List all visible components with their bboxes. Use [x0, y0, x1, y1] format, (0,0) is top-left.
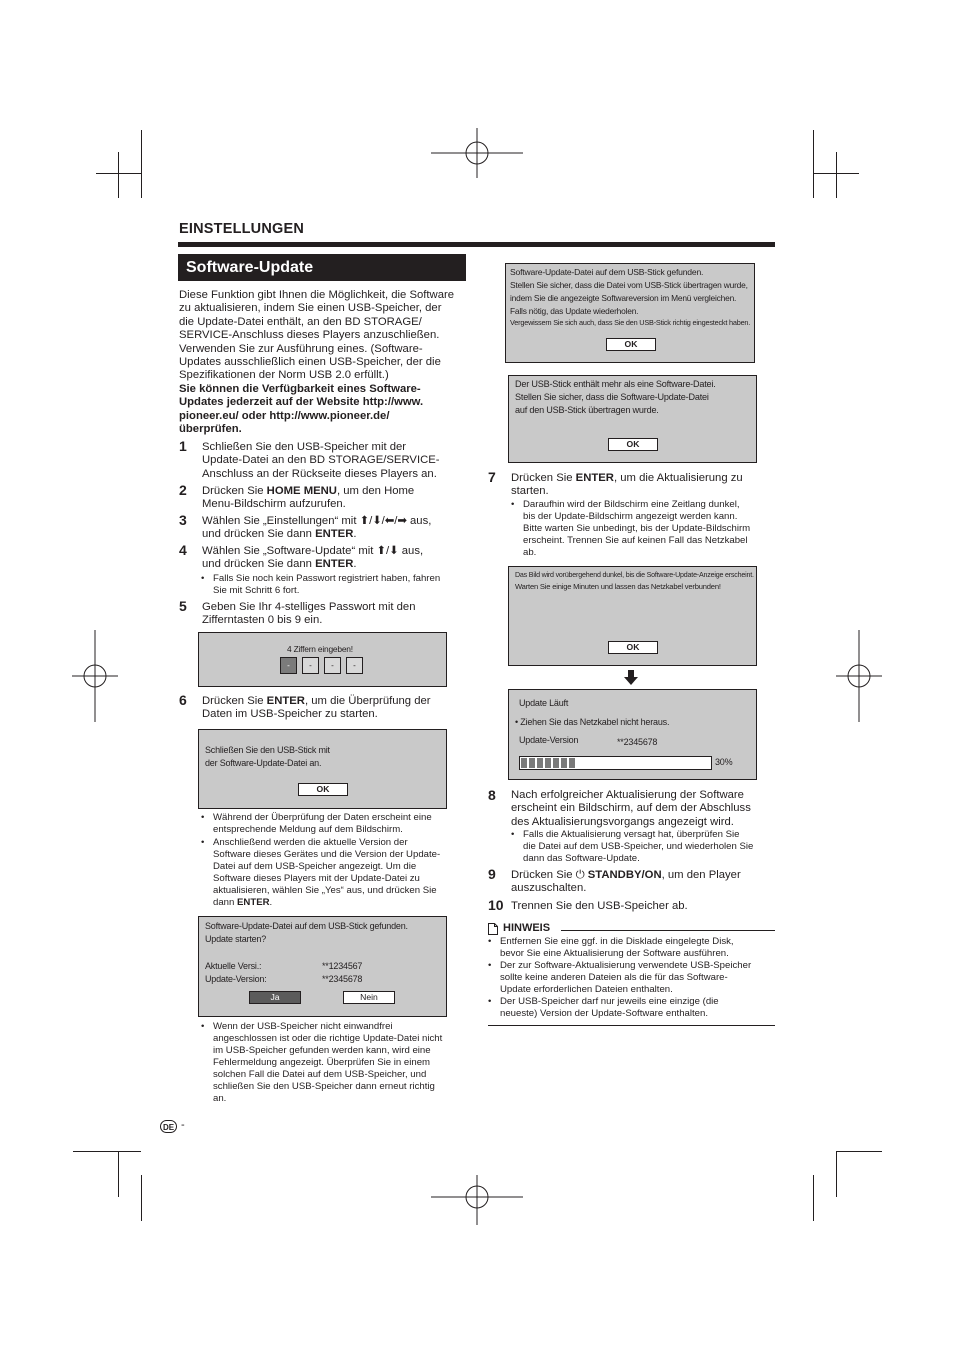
note-line: Update erforderlichen Dateien enthalten. — [500, 984, 673, 995]
intro-paragraph — [179, 289, 469, 436]
bullet-line: Daraufhin wird der Bildschirm eine Zeitlang dunkel, — [523, 499, 740, 510]
bullet-line: Fehlermeldung angezeigt. Überprüfen Sie in einem — [213, 1057, 431, 1068]
update-progress-screen — [508, 689, 757, 780]
update-progress-bar — [519, 756, 712, 770]
update-version-label: Update-Version: — [205, 974, 267, 984]
note-bullet-1: • Entfernen Sie eine ggf. in die Disklade eingelegte Disk, bevor Sie eine Aktualisierung der Software ausführen. — [488, 936, 734, 959]
update-start-question: Update starten? — [205, 934, 267, 944]
password-digit[interactable]: - — [302, 657, 319, 674]
step-line: des Aktualisierungsvorgangs angezeigt wird. — [511, 815, 734, 828]
step-text: Drücken Sie — [511, 472, 576, 484]
step-text: , um die Überprüfung der — [304, 695, 431, 707]
step-line: starten. — [511, 485, 549, 498]
note-icon — [488, 923, 498, 935]
bullet-text: . — [269, 897, 273, 908]
enter-key: ENTER — [315, 528, 354, 541]
note-line: Der zur Software-Aktualisierung verwendete USB-Speicher — [500, 960, 752, 971]
unplug-warning: • Ziehen Sie das Netzkabel nicht heraus. — [515, 717, 670, 727]
step-text: . — [353, 558, 357, 571]
step-line: Zifferntasten 0 bis 9 ein. — [202, 614, 323, 627]
power-icon: ⏻ — [575, 869, 585, 881]
ok-button[interactable]: OK — [608, 641, 658, 654]
registration-mark-left-icon — [72, 630, 118, 722]
bullet-line: Bitte warten Sie unbedingt, bis der Update-Bildschirm — [523, 523, 751, 534]
section-header: EINSTELLUNGEN — [179, 221, 305, 237]
bullet-line: Anschließend werden die aktuelle Version der — [213, 837, 408, 848]
registration-mark-bottom-icon — [431, 1175, 523, 1225]
password-digit[interactable]: - — [280, 657, 297, 674]
bullet-line: Software dieses Gerätes und die Version der Update- — [213, 849, 441, 860]
progress-segment — [521, 758, 527, 768]
message-line: Warten Sie einige Minuten und lassen das Netzkabel verbunden! — [515, 582, 721, 591]
bullet-line: im USB-Speicher gefunden werden kann, wird eine — [213, 1045, 431, 1056]
step-4-bullet: • Falls Sie noch kein Passwort registriert haben, fahren Sie mit Schritt 6 fort. — [201, 573, 441, 596]
screen-dark-notice — [508, 566, 757, 666]
note-line: neueste) Version der Update-Software enthalten. — [500, 1008, 708, 1019]
step-4-text — [202, 545, 423, 572]
bullet-line: Falls Sie noch kein Passwort registriert haben, fahren — [213, 573, 441, 584]
language-badge: DE — [160, 1120, 177, 1133]
note-title: HINWEIS — [503, 922, 551, 934]
bullet-line: an. — [213, 1093, 227, 1104]
step-6-bullet-2: • Anschließend werden die aktuelle Version der Software dieses Gerätes und die Version der Update- Datei auf dem USB-Speicher angezeigt. Um die Software dieses Players mit der Update-Datei zu aktualisieren, wählen Sie „Yes“ aus, und drücken Sie dann ENTER. — [201, 837, 441, 908]
page-title: Software-Update — [178, 254, 466, 281]
step-number: 1 — [179, 438, 187, 454]
note-bullet-3: • Der USB-Speicher darf nur jeweils eine einzige (die neueste) Version der Update-Software enthalten. — [488, 996, 719, 1019]
step-line: Nach erfolgreicher Aktualisierung der Software — [511, 789, 744, 801]
step-6-bullet-3: • Wenn der USB-Speicher nicht einwandfrei angeschlossen ist oder die richtige Update-Datei nicht im USB-Speicher gefunden werden kann, wird eine Fehlermeldung angezeigt. Überprüfen Sie in einem solchen Fall die Datei auf dem USB-Speicher, und schließen Sie den USB-Speicher dann erneut richtig an. — [201, 1021, 443, 1104]
header-rule — [178, 242, 775, 247]
bullet-line: schließen Sie den USB-Speicher dann erneut richtig — [213, 1081, 435, 1092]
step-line: Update-Datei an den BD STORAGE/SERVICE- — [202, 454, 440, 467]
progress-segment — [529, 758, 535, 768]
step-number: 3 — [179, 512, 187, 528]
bullet-line: Während der Überprüfung der Daten erscheint eine — [213, 812, 432, 823]
intro-line: Updates ausschließlich einen USB-Speicher, der die — [179, 356, 441, 369]
step-line: erscheint ein Bildschirm, auf dem der Abschluss — [511, 802, 751, 815]
bullet-line: dann das Software-Update. — [523, 853, 640, 864]
step-number: 6 — [179, 692, 187, 708]
page-number: - — [181, 1119, 185, 1131]
yes-button[interactable]: Ja — [249, 991, 301, 1004]
bullet-line: aktualisieren, wählen Sie „Yes“ aus, und drücken Sie — [213, 885, 437, 896]
intro-line: Diese Funktion gibt Ihnen die Möglichkeit, die Software — [179, 289, 455, 301]
step-text: Drücken Sie — [202, 485, 267, 497]
step-number: 5 — [179, 598, 187, 614]
message-line: Software-Update-Datei auf dem USB-Stick gefunden. — [510, 267, 704, 277]
message-line: Das Bild wird vorübergehend dunkel, bis die Software-Update-Anzeige erscheint. — [515, 571, 754, 579]
step-number: 7 — [488, 469, 496, 485]
website-note-line: pioneer.eu/ oder http://www.pioneer.de/ — [179, 409, 390, 422]
note-line: Der USB-Speicher darf nur jeweils eine einzige (die — [500, 996, 719, 1007]
step-7-bullet: • Daraufhin wird der Bildschirm eine Zeitlang dunkel, bis der Update-Bildschirm angezeigt werden kann. Bitte warten Sie unbedingt, bis der Update-Bildschirm erscheint. Trennen Sie auf keinen Fall das Netzkabel ab. — [511, 499, 751, 558]
bullet-line: Datei auf dem USB-Speicher angezeigt. Um die — [213, 861, 417, 872]
step-line: Wählen Sie „Einstellungen“ mit ⬆/⬇/⬅/➡ aus, — [202, 515, 432, 527]
step-number: 2 — [179, 482, 187, 498]
step-8-text — [511, 789, 751, 829]
step-6-bullet-1: • Während der Überprüfung der Daten erscheint eine entsprechende Meldung auf dem Bildschirm. — [201, 812, 432, 835]
update-version-label: Update-Version — [519, 735, 579, 745]
update-version-value: **2345678 — [322, 974, 363, 984]
message-line: Der USB-Stick enthält mehr als eine Software-Datei. — [515, 379, 716, 389]
step-9-text — [511, 869, 741, 896]
bullet-line: angeschlossen ist oder die richtige Update-Datei nicht — [213, 1033, 443, 1044]
found-message: Software-Update-Datei auf dem USB-Stick gefunden. — [205, 921, 408, 931]
current-version-value: **1234567 — [322, 961, 363, 971]
note-rule — [561, 930, 775, 931]
step-line: Daten im USB-Speicher zu starten. — [202, 708, 378, 721]
password-digit[interactable]: - — [324, 657, 341, 674]
step-2-text — [202, 485, 414, 512]
step-line: Geben Sie Ihr 4-stelliges Passwort mit den — [202, 601, 416, 613]
intro-line: Spezifikationen der Norm USB 2.0 erfüllt.) — [179, 369, 389, 382]
intro-line: Verwenden Sie zur Ausführung eines. (Software- — [179, 342, 423, 355]
registration-mark-right-icon — [836, 630, 882, 722]
progress-segment — [569, 758, 575, 768]
current-version-label: Aktuelle Versi.: — [205, 961, 262, 971]
message-line: indem Sie die angezeigte Softwareversion im Menü vergleichen. — [510, 293, 737, 303]
step-line: auszuschalten. — [511, 882, 587, 895]
step-text: und drücken Sie dann — [202, 528, 316, 541]
intro-line: SERVICE-Anschluss dieses Players anzuschließen. — [179, 329, 440, 342]
bullet-line: Software dieses Players mit der Update-Datei zu — [213, 873, 420, 884]
multiple-files-message — [515, 378, 716, 417]
password-prompt: 4 Ziffern eingeben! — [287, 644, 353, 654]
enter-key: ENTER — [237, 897, 270, 908]
step-number: 8 — [488, 787, 496, 803]
step-text: , um den Home — [336, 485, 415, 497]
bullet-line: ab. — [523, 547, 537, 558]
intro-line: zu aktualisieren, indem Sie einen USB-Speicher, der — [179, 302, 442, 315]
step-7-text — [511, 472, 743, 499]
message-line: der Software-Update-Datei an. — [205, 758, 322, 768]
ok-button[interactable]: OK — [608, 438, 658, 451]
website-note-line: Updates jederzeit auf der Website http://www. — [179, 396, 424, 409]
ok-button[interactable]: OK — [298, 783, 348, 796]
update-found-screen — [198, 916, 447, 1017]
multiple-files-screen — [508, 375, 757, 463]
bullet-text: dann — [213, 897, 238, 908]
bullet-line: Wenn der USB-Speicher nicht einwandfrei — [213, 1021, 393, 1032]
bullet-line: Falls die Aktualisierung versagt hat, überprüfen Sie — [523, 829, 740, 840]
arrow-down-icon — [624, 670, 638, 685]
progress-segment — [545, 758, 551, 768]
progress-segment — [553, 758, 559, 768]
note-line: bevor Sie eine Aktualisierung der Software ausführen. — [500, 948, 729, 959]
bullet-line: entsprechende Meldung auf dem Bildschirm. — [213, 824, 403, 835]
step-text: Drücken Sie — [202, 695, 267, 707]
home-menu-key: HOME MENU — [266, 485, 337, 497]
note-bullet-2: • Der zur Software-Aktualisierung verwendete USB-Speicher sollte keine anderen Dateien als die für das Software- Update erforderlichen Dateien enthalten. — [488, 960, 752, 995]
message-line: Falls nötig, das Update wiederholen. — [510, 306, 639, 316]
standby-on-key: STANDBY/ON — [584, 869, 662, 881]
progress-percent: 30% — [715, 757, 733, 767]
step-text: . — [353, 528, 357, 541]
bullet-line: erscheint. Trennen Sie auf keinen Fall das Netzkabel — [523, 535, 748, 546]
note-line: sollte keine anderen Dateien als die für das Software- — [500, 972, 728, 983]
message-line: Stellen Sie sicher, dass die Datei vom USB-Stick übertragen wurde, — [510, 280, 748, 290]
ok-button[interactable]: OK — [606, 338, 656, 351]
step-line: Menu-Bildschirm aufzurufen. — [202, 498, 346, 511]
step-text: , um den Player — [661, 869, 741, 881]
bullet-line: die Datei auf dem USB-Speicher, und wiederholen Sie — [523, 841, 754, 852]
step-6-text — [202, 695, 431, 722]
step-line: Anschluss an der Rückseite dieses Players an. — [202, 467, 437, 480]
registration-mark-top-icon — [431, 128, 523, 178]
password-digit[interactable]: - — [346, 657, 363, 674]
update-running-title: Update Läuft — [519, 698, 569, 708]
update-verify-screen — [505, 263, 755, 363]
enter-key: ENTER — [575, 472, 614, 484]
connect-message — [205, 744, 330, 770]
password-digit-row — [280, 657, 366, 675]
progress-segment — [537, 758, 543, 768]
enter-key: ENTER — [315, 558, 354, 571]
progress-segment — [561, 758, 567, 768]
step-text: und drücken Sie dann — [202, 558, 316, 571]
message-line: Schließen Sie den USB-Stick mit — [205, 745, 330, 755]
bullet-line: bis der Update-Bildschirm angezeigt werden kann. — [523, 511, 738, 522]
step-text: , um die Aktualisierung zu — [613, 472, 743, 484]
website-note-line: überprüfen. — [179, 423, 242, 436]
message-line: auf den USB-Stick übertragen wurde. — [515, 405, 659, 415]
note-line: Entfernen Sie eine ggf. in die Disklade eingelegte Disk, — [500, 936, 734, 947]
intro-line: die Update-Datei enthält, an den BD STORAGE/ — [179, 315, 422, 328]
message-line: Vergewissern Sie sich auch, dass Sie den USB-Stick richtig eingesteckt haben. — [510, 318, 751, 327]
note-bottom-rule — [488, 1025, 775, 1026]
connect-usb-screen — [198, 729, 447, 809]
step-3-text — [202, 515, 431, 542]
step-line: Wählen Sie „Software-Update“ mit ⬆/⬇ aus, — [202, 545, 424, 557]
step-5-text — [202, 601, 415, 628]
step-number: 10 — [488, 897, 504, 913]
step-line: Schließen Sie den USB-Speicher mit der — [202, 441, 407, 453]
step-8-bullet: • Falls die Aktualisierung versagt hat, überprüfen Sie die Datei auf dem USB-Speicher, und wiederholen Sie dann das Software-Update. — [511, 829, 754, 864]
message-line: Stellen Sie sicher, dass die Software-Update-Datei — [515, 392, 709, 402]
bullet-line: Sie mit Schritt 6 fort. — [213, 585, 300, 596]
step-number: 4 — [179, 542, 187, 558]
enter-key: ENTER — [266, 695, 305, 707]
password-screen — [198, 632, 447, 687]
step-10-text: Trennen Sie den USB-Speicher ab. — [511, 900, 688, 912]
step-1-text — [202, 441, 440, 481]
bullet-line: solchen Fall die Datei auf dem USB-Speicher, und — [213, 1069, 427, 1080]
update-version-value: **2345678 — [617, 737, 658, 747]
website-note-line: Sie können die Verfügbarkeit eines Software- — [179, 382, 421, 395]
step-number: 9 — [488, 866, 496, 882]
step-text: Drücken Sie — [511, 869, 576, 881]
no-button[interactable]: Nein — [343, 991, 395, 1004]
